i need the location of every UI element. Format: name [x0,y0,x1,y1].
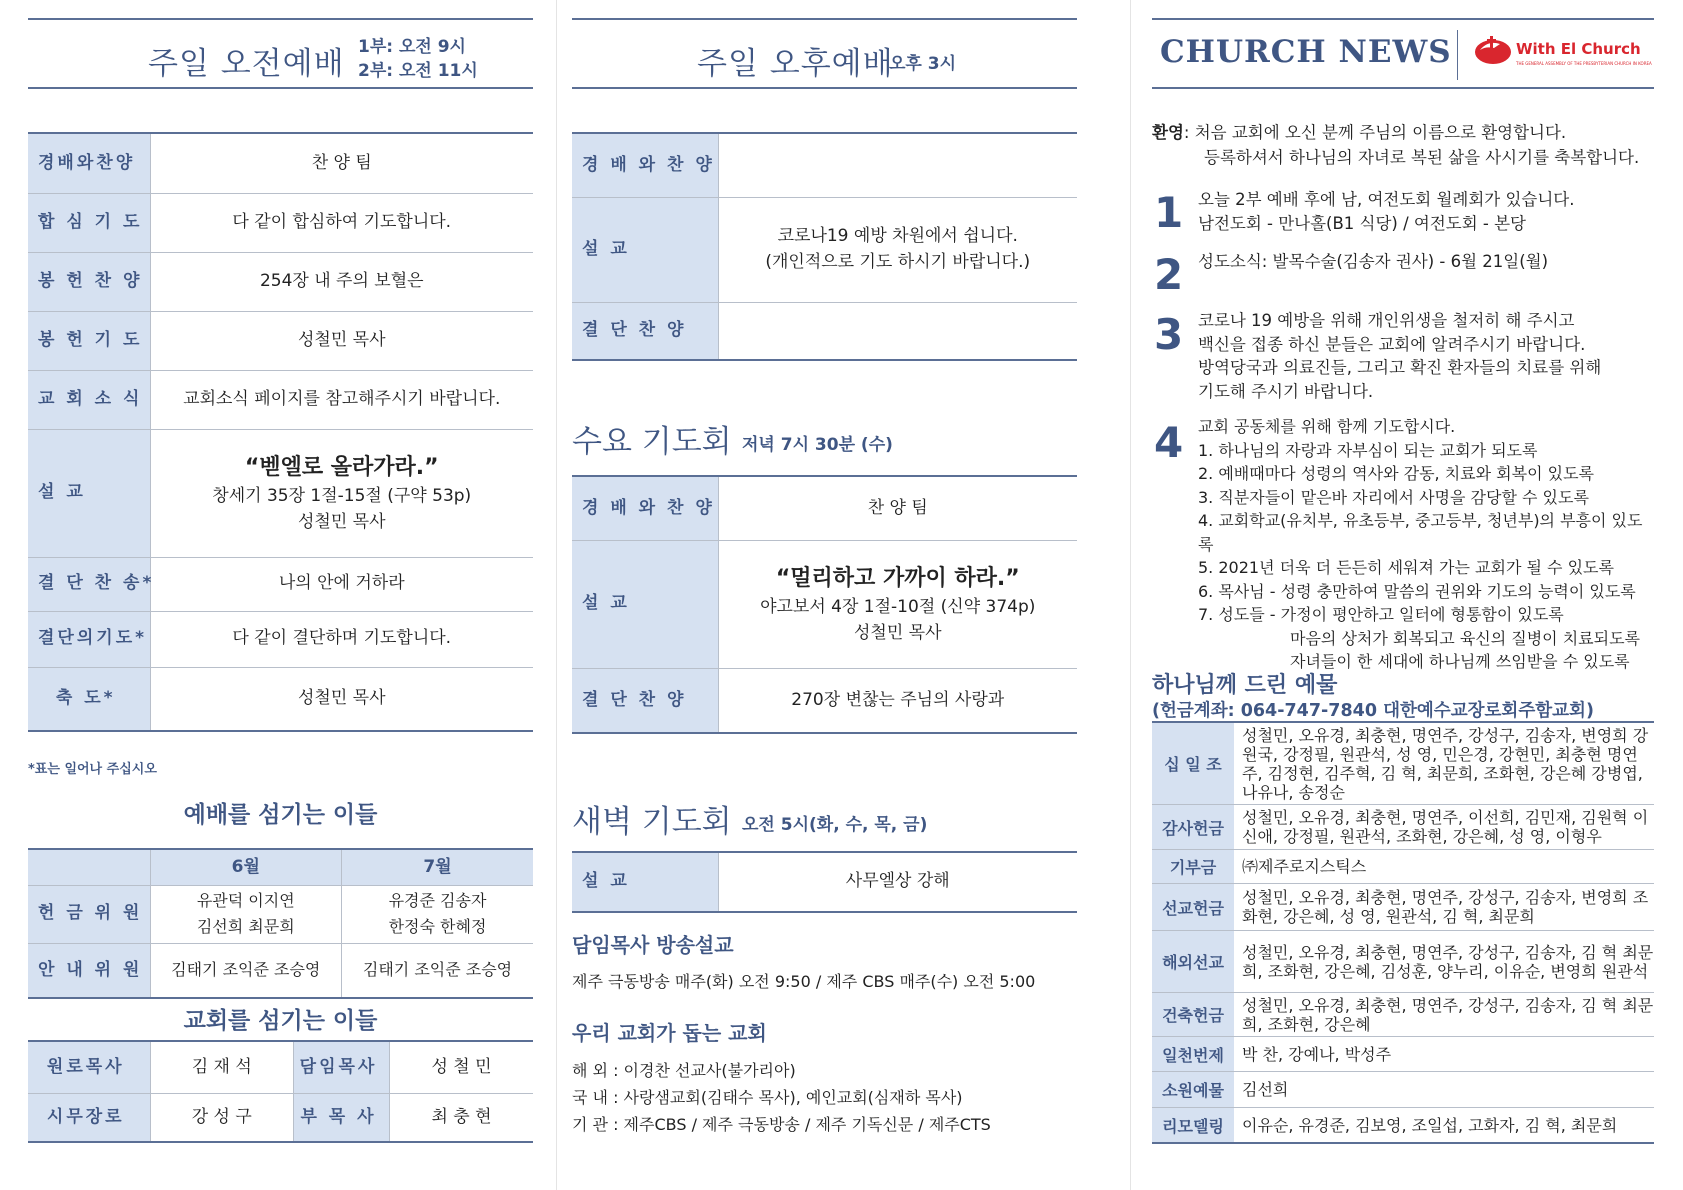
order-label: 결 단 찬 양 [572,302,718,360]
offering-names: 성철민, 오유경, 최충현, 명연주, 강성구, 김송자, 김 혁 최문희, 조화현, 강은혜 [1242,995,1654,1034]
support-domestic: 국 내 : 사랑샘교회(김태수 목사), 예인교회(심재하 목사) [572,1088,963,1107]
order-label: 축 도* [28,667,150,731]
sermon-value [150,429,533,557]
staff-value: 성 철 민 [390,1041,534,1093]
sermon-preacher: 성철민 목사 [853,622,942,643]
wednesday-time: 저녁 7시 30분 (수) [742,435,893,455]
order-label: 설 교 [572,852,718,912]
offering-label: 기부금 [1152,850,1234,883]
news-number-4: 4 [1154,418,1184,467]
order-value [718,133,1077,197]
offering-row-wish [1152,1072,1654,1108]
afternoon-time: 오후 3시 [889,54,957,74]
order-row [28,611,533,667]
sermon-passage: 야고보서 4장 1절-10절 (신약 374p) [760,597,1036,617]
order-row [572,668,1077,733]
sermon-passage: 창세기 35장 1절-15절 (구약 53p) [212,486,472,506]
order-label: 합 심 기 도 [28,193,150,252]
order-value [718,302,1077,360]
morning-service1: 1부: 오전 9시 [358,37,466,57]
order-value: 다 같이 합심하여 기도합니다. [150,193,533,252]
sermon-row [572,540,1077,668]
order-label: 결단의기도* [28,611,150,667]
wednesday-table [572,475,1077,734]
order-label: 교 회 소 식 [28,370,150,429]
news-number-3: 3 [1154,310,1184,359]
news-number-2: 2 [1154,250,1184,299]
order-label: 설 교 [572,197,718,302]
order-row [572,197,1077,302]
order-row [572,852,1077,912]
welcome-label: 환영 [1152,123,1184,142]
staff-value: 김 재 석 [150,1041,294,1093]
offering-row-donation [1152,850,1654,884]
month-june: 6월 [150,849,342,885]
broadcast-text: 제주 극동방송 매주(화) 오전 9:50 / 제주 CBS 매주(수) 오전 5:00 [572,972,1036,991]
offering-row-building [1152,993,1654,1037]
header-divider [1457,30,1458,80]
news-header [1152,18,1654,89]
morning-title: 주일 오전예배 [148,46,345,82]
order-label: 봉 헌 찬 양 [28,252,150,311]
afternoon-title: 주일 오후예배 [697,46,894,82]
staff-row [28,1041,533,1093]
news-item-3: 코로나 19 예방을 위해 개인위생을 철저히 해 주시고 백신을 접종 하신 분들은 교회에 알려주시기 바랍니다. 방역당국과 의료진들, 그리고 확진 환자들의 치료를 위해 기도해 주시기 바랍니다. [1198,311,1602,401]
order-value: 성철민 목사 [150,667,533,731]
morning-header [28,18,533,89]
offering-label: 감사헌금 [1152,805,1234,849]
staff-label: 원로목사 [28,1041,150,1093]
offering-names: 성철민, 오유경, 최충현, 명연주, 이선희, 김민재, 김원혁 이신애, 강정필, 원관석, 조화현, 강은혜, 성 영, 이형우 [1242,808,1649,846]
offering-june: 유관덕 이지연 김선희 최문희 [150,885,342,943]
afternoon-header [572,18,1077,89]
staff-label: 담임목사 [294,1041,390,1093]
news-item-2: 성도소식: 발목수술(김송자 권사) - 6월 21일(월) [1198,252,1549,271]
welcome-text-2: 등록하셔서 하나님의 자녀로 복된 삶을 사시기를 축복합니다. [1204,148,1640,167]
news-item-1: 오늘 2부 예배 후에 남, 여전도회 월례회가 있습니다. 남전도회 - 만나홀(B1 식당) / 여전도회 - 본당 [1198,190,1575,233]
offering-row-thousand [1152,1037,1654,1072]
offering-label: 선교헌금 [1152,884,1234,930]
months-row [28,849,533,885]
church-news-panel [1152,0,1654,1190]
offering-label: 십 일 조 [1152,723,1234,804]
order-row [28,370,533,429]
offering-label: 리모델링 [1152,1108,1234,1142]
offering-label: 일천번제 [1152,1037,1234,1071]
offering-row-mission [1152,884,1654,931]
church-staff-title: 교회를 섬기는 이들 [183,1008,378,1034]
order-label: 봉 헌 기 도 [28,311,150,370]
afternoon-panel [572,0,1077,1190]
sermon-row [28,429,533,557]
brand-subtitle: THE GENERAL ASSEMBLY OF THE PRESBYTERIAN CHURCH IN KOREA [1516,61,1652,66]
order-label: 경배와찬양 [28,133,150,193]
order-value: 코로나19 예방 차원에서 쉽니다. (개인적으로 기도 하시기 바랍니다.) [718,197,1077,302]
order-row [572,476,1077,540]
order-value: 나의 안에 거하라 [150,557,533,611]
sermon-quote: “벧엘로 올라가라.” [244,455,439,480]
wednesday-title: 수요 기도회 [572,424,732,460]
order-value: 다 같이 결단하며 기도합니다. [150,611,533,667]
offering-names: 김선희 [1242,1080,1289,1099]
morning-service2: 2부: 오전 11시 [358,61,478,81]
order-value: 찬 양 팀 [150,133,533,193]
order-row [28,133,533,193]
sermon-value [718,540,1077,668]
sermon-quote: “멀리하고 가까이 하라.” [775,566,1020,591]
offering-names: 성철민, 오유경, 최충현, 명연주, 강성구, 김송자, 변영희 조화현, 강은혜, 성 영, 원관석, 김 혁, 최문희 [1242,888,1649,926]
welcome-line-1 [1152,121,1654,144]
church-staff-table [28,1040,533,1143]
staff-row [28,1093,533,1142]
offering-committee-label: 헌 금 위 원 [28,885,150,943]
offerings-account: (헌금계좌: 064-747-7840 대한예수교장로회주함교회) [1152,701,1594,721]
news-number-1: 1 [1154,188,1184,237]
corner-cell [28,849,150,885]
usher-june: 김태기 조익준 조승영 [150,943,342,998]
servers-table [28,848,533,999]
offering-names: 박 찬, 강예나, 박성주 [1242,1044,1392,1064]
staff-label: 시무장로 [28,1093,150,1142]
offering-names: 성철민, 오유경, 최충현, 명연주, 강성구, 김송자, 김 혁 최문희, 조화현, 강은혜, 김성훈, 양누리, 이유순, 변영희 원관석 [1242,942,1654,981]
offering-july: 유경준 김송자 한정숙 한혜정 [342,885,534,943]
order-row [572,133,1077,197]
morning-service-panel [28,0,533,1190]
news-title: CHURCH NEWS [1160,34,1452,70]
broadcast-title: 담임목사 방송설교 [572,933,734,957]
order-value: 교회소식 페이지를 참고해주시기 바랍니다. [150,370,533,429]
order-row [28,557,533,611]
order-row [572,302,1077,360]
order-label: 경 배 와 찬 양 [572,133,718,197]
offering-names: 성철민, 오유경, 최충현, 명연주, 강성구, 김송자, 변영희 강원국, 강정필, 원관석, 성 영, 민은경, 강현민, 최충현 명연주, 김정현, 김주혁, 김 혁, 최문희, 조화현, 강은혜 강병엽, 나유나, 송정순 [1242,725,1649,802]
afternoon-order-table [572,132,1077,361]
dawn-table [572,851,1077,913]
order-row [28,311,533,370]
offering-row-overseas [1152,931,1654,993]
usher-label: 안 내 위 원 [28,943,150,998]
order-row [28,252,533,311]
order-label: 결 단 찬 양 [572,668,718,733]
order-row [28,667,533,731]
offering-row-tithe [1152,723,1654,805]
order-value: 찬 양 팀 [718,476,1077,540]
order-label: 경 배 와 찬 양 [572,476,718,540]
offering-names: 이유순, 유경준, 김보영, 조일섭, 고화자, 김 혁, 최문희 [1242,1115,1618,1135]
offering-committee-row [28,885,533,943]
offering-names: ㈜제주로지스틱스 [1242,857,1367,876]
offerings-title: 하나님께 드린 예물 [1152,673,1338,698]
morning-order-table [28,132,533,732]
news-item-4: 교회 공동체를 위해 함께 기도합시다. 1. 하나님의 자랑과 자부심이 되는 교회가 되도록 2. 예배때마다 성령의 역사와 감동, 치료와 회복이 있도록 3. 직분자들이 맡은바 자리에서 사명을 감당할 수 있도록 4. 교회학교(유치부, 유초등부, 중고등부, 청년부)의 부흥이 있도록 5. 2021년 더욱 더 든든히 세워져 가는 교회가 될 수 있도록 6. 목사님 - 성령 충만하여 말씀의 권위와 기도의 능력이 있도록 7. 성도들 - 가정이 평안하고 일터에 형통함이 있도록 마음의 상처가 회복되고 육신의 질병이 치료되도록 자녀들이 한 세대에 하나님께 쓰임받을 수 있도록 [1198,417,1643,671]
staff-value: 강 성 구 [150,1093,294,1142]
usher-july: 김태기 조익준 조승영 [342,943,534,998]
offering-row-remodel [1152,1108,1654,1144]
order-row [28,193,533,252]
support-title: 우리 교회가 돕는 교회 [572,1021,767,1045]
order-value: 성철민 목사 [150,311,533,370]
usher-row [28,943,533,998]
church-logo [1474,34,1512,70]
sermon-label: 설 교 [572,540,718,668]
dawn-time: 오전 5시(화, 수, 목, 금) [742,815,928,835]
offering-label: 소원예물 [1152,1072,1234,1107]
servers-title: 예배를 섬기는 이들 [183,802,378,828]
offering-label: 건축헌금 [1152,993,1234,1036]
offering-label: 해외선교 [1152,931,1234,992]
staff-value: 최 충 현 [390,1093,534,1142]
staff-label: 부 목 사 [294,1093,390,1142]
support-institution: 기 관 : 제주CBS / 제주 극동방송 / 제주 기독신문 / 제주CTS [572,1115,991,1134]
welcome-text-1: : 처음 교회에 오신 분께 주님의 이름으로 환영합니다. [1183,123,1567,142]
sermon-label: 설 교 [28,429,150,557]
offering-row-thanks [1152,805,1654,850]
order-value: 254장 내 주의 보혈은 [150,252,533,311]
order-value: 사무엘상 강해 [718,852,1077,912]
dawn-title: 새벽 기도회 [572,804,732,840]
order-value: 270장 변찮는 주님의 사랑과 [718,668,1077,733]
order-label: 결 단 찬 송* [28,557,150,611]
support-overseas: 해 외 : 이경찬 선교사(불가리아) [572,1061,796,1080]
brand-name: With El Church [1516,40,1641,58]
standing-note: *표는 일어나 주십시오 [28,762,157,777]
month-july: 7월 [342,849,534,885]
church-logo-icon [1474,34,1512,66]
sermon-preacher: 성철민 목사 [297,511,386,532]
